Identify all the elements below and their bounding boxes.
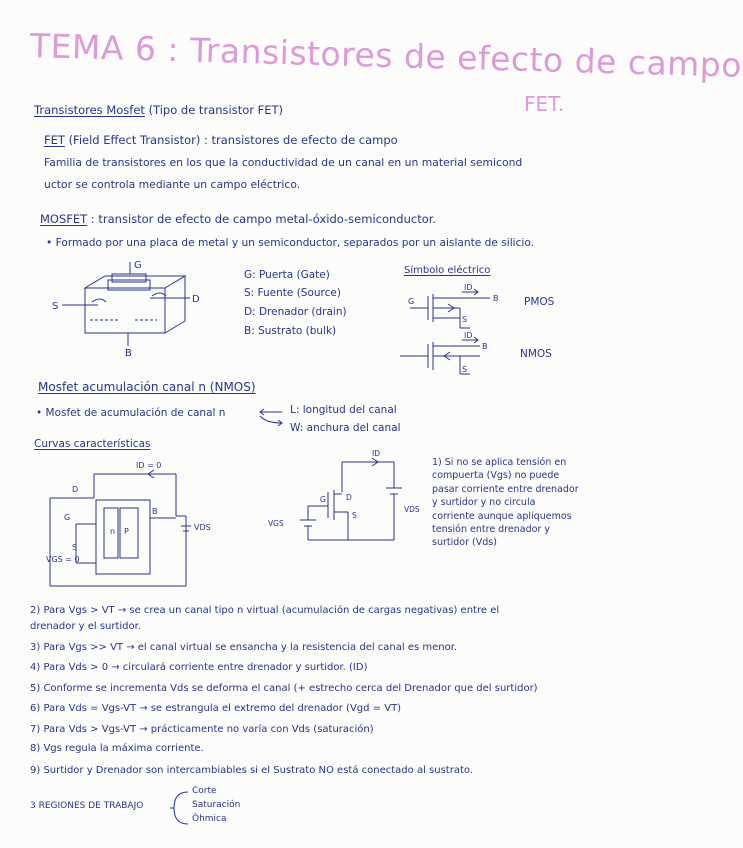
- list-item-6: 6) Para Vds = Vgs-VT → se estrangula el extremo del drenador (Vgd = VT): [30, 703, 402, 714]
- section-label-b: B: [152, 507, 158, 516]
- length-def: L: longitud del canal: [290, 404, 397, 416]
- curvas-label: Curvas características: [34, 438, 151, 450]
- terminal-drain: D: Drenador (drain): [244, 306, 347, 318]
- symbol-title: Símbolo eléctrico: [404, 265, 491, 276]
- label-g: G: [134, 260, 142, 271]
- acum-bullet: • Mosfet de acumulación de canal n: [36, 407, 226, 419]
- nmos-label-s: S: [462, 365, 468, 374]
- nmos-label-id: ID: [464, 331, 473, 340]
- pmos-label-id: ID: [464, 283, 473, 292]
- nmos-cross-section: [36, 458, 226, 598]
- nmos-circuit: [268, 449, 420, 552]
- page-title-continued: FET.: [524, 92, 565, 116]
- terminal-source: S: Fuente (Source): [244, 287, 341, 299]
- section-label-d: D: [72, 485, 79, 494]
- circuit-label-vds: VDS: [404, 505, 420, 514]
- section-label-p: P: [124, 527, 129, 536]
- branch-arrows: [256, 406, 286, 428]
- terminal-bulk: B: Sustrato (bulk): [244, 325, 337, 337]
- circuit-label-s: S: [352, 511, 357, 520]
- pmos-label: PMOS: [524, 296, 555, 308]
- section-id0: ID = 0: [136, 461, 162, 470]
- page-title: TEMA 6 : Transistores de efecto de campo: [29, 26, 743, 85]
- region-ohmica: Óhmica: [192, 814, 227, 824]
- section-label-n: n: [110, 527, 116, 536]
- pmos-label-s: S: [462, 315, 468, 324]
- label-s: S: [52, 301, 59, 312]
- mosfet-bullet: • Formado por una placa de metal y un semiconductor, separados por un aislante de silicio.: [46, 237, 535, 249]
- mosfet-3d-diagram: [50, 258, 230, 358]
- list-item-5: 5) Conforme se incrementa Vds se deforma el canal (+ estrecho cerca del Drenador que del surtidor): [30, 683, 538, 694]
- region-saturacion: Saturación: [192, 800, 241, 810]
- mosfet-heading-note: (Tipo de transistor FET): [148, 103, 284, 117]
- list-item-9: 9) Surtidor y Drenador son intercambiables si el Sustrato NO está conectado al sustrato.: [30, 765, 473, 776]
- region-corte: Corte: [192, 786, 217, 796]
- list-item-8: 8) Vgs regula la máxima corriente.: [30, 743, 204, 754]
- list-item-3: 3) Para Vgs >> VT → el canal virtual se ensancha y la resistencia del canal es menor.: [30, 642, 458, 653]
- terminal-gate: G: Puerta (Gate): [244, 269, 330, 281]
- section-label-g: G: [64, 513, 71, 522]
- mosfet-symbols: [400, 282, 520, 382]
- section-heading-mosfet: [34, 103, 283, 117]
- label-b: B: [125, 348, 132, 359]
- note-1: 1) Si no se aplica tensión en compuerta (Vgs) no puede pasar corriente entre drenador y surtidor y no circula corriente aunque apliquemos tensión entre drenador y surtidor (Vds): [432, 457, 579, 549]
- fet-def: (Field Effect Transistor) : transistores de efecto de campo: [68, 133, 398, 147]
- list-item-2: 2) Para Vgs > VT → se crea un canal tipo n virtual (acumulación de cargas negativas) entre el: [30, 605, 500, 616]
- section-heading-acumulacion: Mosfet acumulación canal n (NMOS): [38, 380, 256, 394]
- nmos-label-b: B: [482, 342, 488, 351]
- pmos-label-b: B: [493, 294, 499, 303]
- regions-label: 3 REGIONES DE TRABAJO: [30, 801, 144, 811]
- list-item-7: 7) Para Vds > Vgs-VT → prácticamente no varía con Vds (saturación): [30, 724, 374, 735]
- fet-definition: [44, 133, 398, 147]
- mosfet-heading-text: Transistores Mosfet: [34, 103, 145, 117]
- mosfet-def: : transistor de efecto de campo metal-óxido-semiconductor.: [90, 212, 437, 226]
- circuit-id: ID: [372, 449, 380, 458]
- mosfet-definition: [40, 212, 436, 226]
- section-label-s: S: [72, 543, 78, 552]
- width-def: W: anchura del canal: [290, 422, 401, 434]
- list-item-2-cont: drenador y el surtidor.: [30, 621, 142, 632]
- fet-desc-line-2: uctor se controla mediante un campo eléctrico.: [44, 178, 301, 191]
- regions-brace: [168, 790, 190, 826]
- nmos-label: NMOS: [520, 348, 552, 360]
- pmos-label-g: G: [408, 297, 415, 306]
- mosfet-term: MOSFET: [40, 212, 88, 226]
- label-d: D: [192, 294, 200, 305]
- fet-term: FET: [44, 133, 65, 147]
- circuit-label-g: G: [320, 495, 326, 504]
- section-label-vds: VDS: [194, 523, 211, 532]
- circuit-label-d: D: [346, 493, 352, 502]
- section-label-vgs0: VGS = 0: [46, 555, 80, 564]
- fet-desc-line-1: Familia de transistores en los que la conductividad de un canal en un material semicond: [44, 156, 523, 169]
- list-item-4: 4) Para Vds > 0 → circulará corriente entre drenador y surtidor. (ID): [30, 662, 368, 673]
- circuit-label-vgs: VGS: [268, 519, 284, 528]
